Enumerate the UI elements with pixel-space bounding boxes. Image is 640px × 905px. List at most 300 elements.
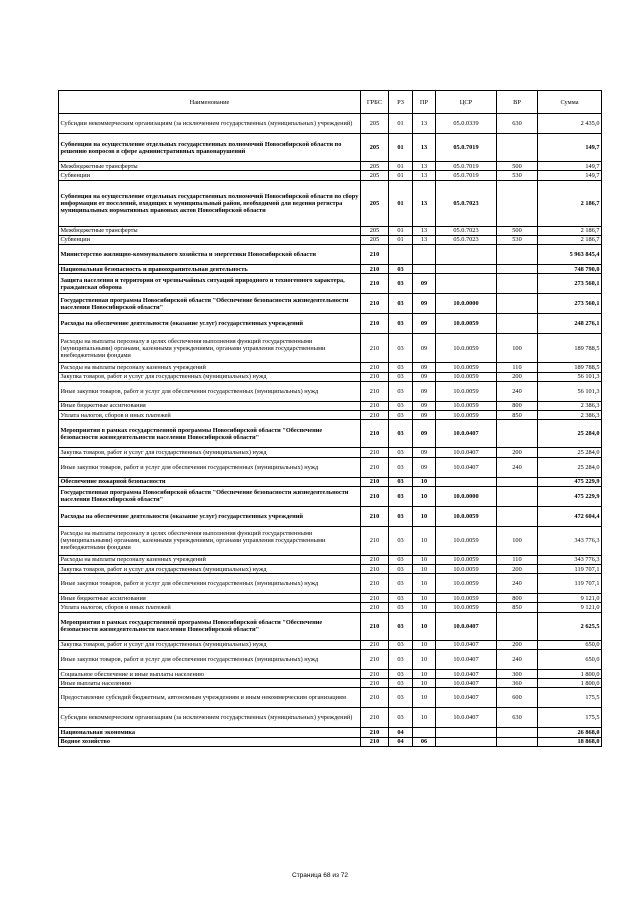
- table-row: [59, 401, 602, 410]
- cell-pr: 10: [413, 526, 436, 555]
- cell-grbs: 210: [361, 603, 389, 612]
- cell-pr: 09: [413, 334, 436, 363]
- cell-sum: 2 625,5: [538, 612, 602, 640]
- cell-sum: 273 560,1: [538, 274, 602, 294]
- cell-rz: 03: [389, 603, 413, 612]
- cell-sum: 189 788,5: [538, 334, 602, 363]
- cell-vr: [497, 612, 538, 640]
- header-name: Наименование: [59, 91, 361, 114]
- cell-grbs: 210: [361, 574, 389, 594]
- cell-grbs: 210: [361, 363, 389, 372]
- cell-sum: 175,5: [538, 708, 602, 728]
- cell-name: Расходы на выплаты персоналу в целях обеспечения выполнения функций государственными (муниципальными) органами, казенными учреждениями, органами управления государственными внебюджетными фондами: [59, 526, 361, 555]
- cell-grbs: 205: [361, 171, 389, 180]
- cell-vr: 100: [497, 334, 538, 363]
- cell-name: Иные закупки товаров, работ и услуг для обеспечения государственных (муниципальных) нужд: [59, 457, 361, 477]
- cell-name: Расходы на выплаты персоналу казенных учреждений: [59, 363, 361, 372]
- cell-grbs: 205: [361, 226, 389, 235]
- cell-csr: 10.0.0059: [436, 314, 497, 334]
- cell-csr: [436, 737, 497, 746]
- cell-rz: 03: [389, 411, 413, 420]
- cell-vr: [497, 486, 538, 506]
- cell-name: Иные закупки товаров, работ и услуг для обеспечения государственных (муниципальных) нужд: [59, 649, 361, 669]
- table-row: [59, 314, 602, 334]
- cell-rz: 01: [389, 134, 413, 162]
- table-row: [59, 679, 602, 688]
- cell-csr: 10.0.0059: [436, 574, 497, 594]
- cell-csr: 10.0.0407: [436, 669, 497, 678]
- cell-csr: 10.0.0407: [436, 640, 497, 649]
- cell-grbs: 210: [361, 381, 389, 401]
- cell-name: Субсидии некоммерческим организациям (за исключением государственных (муниципальных) учреждений): [59, 708, 361, 728]
- cell-name: Водное хозяйство: [59, 737, 361, 746]
- cell-grbs: 210: [361, 640, 389, 649]
- cell-sum: 1 800,0: [538, 669, 602, 678]
- cell-csr: 10.0.0059: [436, 565, 497, 574]
- cell-name: Государственная программа Новосибирской области "Обеспечение безопасности жизнедеятельности населения Новосибирской области": [59, 486, 361, 506]
- cell-sum: 475 229,9: [538, 477, 602, 486]
- cell-grbs: 210: [361, 334, 389, 363]
- cell-rz: 03: [389, 363, 413, 372]
- cell-rz: 03: [389, 669, 413, 678]
- cell-vr: 850: [497, 603, 538, 612]
- cell-csr: [436, 728, 497, 737]
- cell-csr: 05.0.7023: [436, 180, 497, 226]
- table-row: [59, 603, 602, 612]
- cell-csr: 10.0.0407: [436, 708, 497, 728]
- table-row: [59, 669, 602, 678]
- cell-pr: [413, 728, 436, 737]
- cell-vr: [497, 245, 538, 265]
- cell-name: Мероприятия в рамках государственной программы Новосибирской области "Обеспечение безопасности жизнедеятельности населения Новосибирской области": [59, 420, 361, 448]
- cell-csr: 05.0.7019: [436, 171, 497, 180]
- cell-csr: 05.0.7023: [436, 226, 497, 235]
- cell-csr: [436, 265, 497, 274]
- cell-pr: [413, 265, 436, 274]
- cell-csr: 10.0.0407: [436, 649, 497, 669]
- cell-name: Уплата налогов, сборов и иных платежей: [59, 411, 361, 420]
- cell-csr: 10.0.0407: [436, 612, 497, 640]
- table-body: [59, 114, 602, 747]
- cell-sum: 475 229,9: [538, 486, 602, 506]
- cell-pr: 13: [413, 134, 436, 162]
- cell-sum: 56 101,3: [538, 381, 602, 401]
- cell-name: Уплата налогов, сборов и иных платежей: [59, 603, 361, 612]
- cell-rz: 03: [389, 448, 413, 457]
- cell-rz: 03: [389, 612, 413, 640]
- cell-rz: 03: [389, 477, 413, 486]
- cell-pr: 13: [413, 226, 436, 235]
- table-row: [59, 640, 602, 649]
- cell-sum: 2 386,3: [538, 411, 602, 420]
- cell-pr: 10: [413, 708, 436, 728]
- table-row: [59, 334, 602, 363]
- cell-grbs: 210: [361, 372, 389, 381]
- table-row: [59, 728, 602, 737]
- cell-pr: 10: [413, 649, 436, 669]
- table-row: [59, 162, 602, 171]
- cell-sum: 5 963 845,4: [538, 245, 602, 265]
- cell-rz: 03: [389, 294, 413, 314]
- cell-pr: 13: [413, 180, 436, 226]
- cell-vr: 800: [497, 401, 538, 410]
- cell-grbs: 210: [361, 477, 389, 486]
- cell-pr: 09: [413, 294, 436, 314]
- cell-vr: [497, 134, 538, 162]
- cell-name: Министерство жилищно-коммунального хозяйства и энергетики Новосибирской области: [59, 245, 361, 265]
- cell-sum: 9 121,0: [538, 603, 602, 612]
- cell-grbs: 210: [361, 708, 389, 728]
- cell-rz: 03: [389, 594, 413, 603]
- cell-name: Мероприятия в рамках государственной программы Новосибирской области "Обеспечение безопасности жизнедеятельности населения Новосибирской области": [59, 612, 361, 640]
- cell-name: Расходы на обеспечение деятельности (оказание услуг) государственных учреждений: [59, 314, 361, 334]
- cell-rz: 03: [389, 314, 413, 334]
- cell-csr: [436, 477, 497, 486]
- cell-grbs: 210: [361, 448, 389, 457]
- cell-name: Обеспечение пожарной безопасности: [59, 477, 361, 486]
- cell-rz: 01: [389, 162, 413, 171]
- cell-sum: 25 284,0: [538, 457, 602, 477]
- cell-vr: 110: [497, 555, 538, 564]
- cell-vr: 360: [497, 679, 538, 688]
- cell-vr: [497, 180, 538, 226]
- cell-sum: 343 776,3: [538, 555, 602, 564]
- cell-vr: 110: [497, 363, 538, 372]
- cell-name: Расходы на выплаты персоналу в целях обеспечения выполнения функций государственными (муниципальными) органами, казенными учреждениями, органами управления государственными внебюджетными фондами: [59, 334, 361, 363]
- header-pr: ПР: [413, 91, 436, 114]
- cell-grbs: 210: [361, 565, 389, 574]
- cell-csr: 10.0.0407: [436, 448, 497, 457]
- table-row: [59, 506, 602, 526]
- cell-grbs: 210: [361, 411, 389, 420]
- cell-vr: 850: [497, 411, 538, 420]
- table-row: [59, 708, 602, 728]
- cell-grbs: 210: [361, 506, 389, 526]
- cell-pr: 10: [413, 688, 436, 708]
- table-row: [59, 565, 602, 574]
- table-row: [59, 688, 602, 708]
- cell-grbs: 210: [361, 274, 389, 294]
- cell-csr: 10.0.0407: [436, 679, 497, 688]
- header-rz: РЗ: [389, 91, 413, 114]
- table-row: [59, 477, 602, 486]
- table-row: [59, 180, 602, 226]
- cell-sum: 273 560,1: [538, 294, 602, 314]
- cell-vr: 200: [497, 565, 538, 574]
- cell-rz: 01: [389, 180, 413, 226]
- table-row: [59, 294, 602, 314]
- cell-grbs: 205: [361, 235, 389, 244]
- cell-rz: 03: [389, 679, 413, 688]
- cell-rz: 04: [389, 737, 413, 746]
- cell-sum: 26 868,0: [538, 728, 602, 737]
- table-row: [59, 612, 602, 640]
- cell-vr: 500: [497, 226, 538, 235]
- table-row: [59, 274, 602, 294]
- cell-name: Национальная экономика: [59, 728, 361, 737]
- cell-rz: 01: [389, 114, 413, 134]
- cell-csr: 10.0.0059: [436, 372, 497, 381]
- cell-rz: 03: [389, 555, 413, 564]
- cell-rz: 03: [389, 486, 413, 506]
- cell-name: Государственная программа Новосибирской области "Обеспечение безопасности жизнедеятельности населения Новосибирской области": [59, 294, 361, 314]
- cell-vr: 200: [497, 640, 538, 649]
- cell-grbs: 210: [361, 555, 389, 564]
- cell-grbs: 210: [361, 688, 389, 708]
- table-row: [59, 420, 602, 448]
- cell-pr: 13: [413, 171, 436, 180]
- cell-pr: 09: [413, 314, 436, 334]
- cell-csr: 10.0.0059: [436, 555, 497, 564]
- table-row: [59, 381, 602, 401]
- cell-csr: 10.0.0059: [436, 603, 497, 612]
- cell-sum: 149,7: [538, 162, 602, 171]
- cell-grbs: 210: [361, 594, 389, 603]
- table-row: [59, 245, 602, 265]
- cell-rz: 03: [389, 381, 413, 401]
- cell-grbs: 210: [361, 420, 389, 448]
- cell-vr: 240: [497, 574, 538, 594]
- cell-sum: 119 707,1: [538, 574, 602, 594]
- cell-rz: 03: [389, 274, 413, 294]
- cell-vr: 200: [497, 448, 538, 457]
- cell-vr: [497, 265, 538, 274]
- cell-rz: 03: [389, 506, 413, 526]
- cell-rz: 03: [389, 708, 413, 728]
- table-row: [59, 486, 602, 506]
- cell-sum: 343 776,3: [538, 526, 602, 555]
- cell-csr: 10.0.0000: [436, 486, 497, 506]
- cell-csr: 10.0.0407: [436, 688, 497, 708]
- cell-pr: 10: [413, 574, 436, 594]
- cell-name: Иные закупки товаров, работ и услуг для обеспечения государственных (муниципальных) нужд: [59, 574, 361, 594]
- cell-rz: [389, 245, 413, 265]
- cell-pr: 10: [413, 603, 436, 612]
- cell-sum: 1 800,0: [538, 679, 602, 688]
- cell-vr: [497, 506, 538, 526]
- cell-vr: 530: [497, 171, 538, 180]
- cell-csr: 10.0.0059: [436, 401, 497, 410]
- table-row: [59, 574, 602, 594]
- cell-pr: 06: [413, 737, 436, 746]
- cell-pr: 10: [413, 565, 436, 574]
- cell-rz: 04: [389, 728, 413, 737]
- cell-name: Иные бюджетные ассигнования: [59, 594, 361, 603]
- cell-csr: 05.0.7019: [436, 134, 497, 162]
- cell-rz: 01: [389, 226, 413, 235]
- cell-name: Субвенция на осуществление отдельных государственных полномочий Новосибирской области по сбору информации от поселений, входящих в муниципальный район, необходимой для ведения регистра муниципальных нормативных правовых актов Новосибирской области: [59, 180, 361, 226]
- table-row: [59, 235, 602, 244]
- cell-grbs: 210: [361, 669, 389, 678]
- header-vr: ВР: [497, 91, 538, 114]
- table-row: [59, 649, 602, 669]
- cell-vr: [497, 274, 538, 294]
- table-row: [59, 737, 602, 746]
- cell-sum: 2 435,0: [538, 114, 602, 134]
- cell-pr: 09: [413, 381, 436, 401]
- cell-grbs: 210: [361, 314, 389, 334]
- page-number: Страница 68 из 72: [292, 872, 348, 879]
- cell-name: Межбюджетные трансферты: [59, 226, 361, 235]
- cell-csr: 10.0.0059: [436, 594, 497, 603]
- table-row: [59, 134, 602, 162]
- cell-pr: 13: [413, 235, 436, 244]
- cell-pr: 10: [413, 669, 436, 678]
- cell-grbs: 210: [361, 679, 389, 688]
- cell-grbs: 210: [361, 649, 389, 669]
- cell-rz: 03: [389, 565, 413, 574]
- cell-pr: 10: [413, 486, 436, 506]
- cell-grbs: 205: [361, 162, 389, 171]
- cell-vr: 200: [497, 372, 538, 381]
- cell-name: Субвенции: [59, 171, 361, 180]
- cell-csr: 10.0.0059: [436, 506, 497, 526]
- cell-grbs: 210: [361, 737, 389, 746]
- header-csr: ЦСР: [436, 91, 497, 114]
- table-row: [59, 171, 602, 180]
- table-row: [59, 363, 602, 372]
- cell-sum: 2 186,7: [538, 226, 602, 235]
- cell-name: Национальная безопасность и правоохранительная деятельность: [59, 265, 361, 274]
- cell-pr: 09: [413, 420, 436, 448]
- cell-vr: [497, 420, 538, 448]
- cell-grbs: 210: [361, 245, 389, 265]
- header-grbs: ГРБС: [361, 91, 389, 114]
- cell-pr: [413, 245, 436, 265]
- cell-sum: 175,5: [538, 688, 602, 708]
- cell-csr: 05.0.0339: [436, 114, 497, 134]
- cell-csr: 10.0.0000: [436, 294, 497, 314]
- cell-csr: 05.0.7019: [436, 162, 497, 171]
- cell-vr: 240: [497, 381, 538, 401]
- cell-pr: 09: [413, 401, 436, 410]
- table-row: [59, 555, 602, 564]
- cell-name: Закупка товаров, работ и услуг для государственных (муниципальных) нужд: [59, 448, 361, 457]
- cell-name: Иные бюджетные ассигнования: [59, 401, 361, 410]
- cell-name: Расходы на выплаты персоналу казенных учреждений: [59, 555, 361, 564]
- cell-csr: 10.0.0059: [436, 363, 497, 372]
- cell-pr: 10: [413, 555, 436, 564]
- cell-grbs: 210: [361, 401, 389, 410]
- cell-sum: 650,0: [538, 649, 602, 669]
- cell-rz: 01: [389, 171, 413, 180]
- cell-pr: 09: [413, 274, 436, 294]
- cell-vr: [497, 294, 538, 314]
- cell-csr: 10.0.0059: [436, 526, 497, 555]
- cell-rz: 03: [389, 334, 413, 363]
- cell-csr: 10.0.0059: [436, 334, 497, 363]
- budget-table: [58, 90, 602, 747]
- cell-name: Межбюджетные трансферты: [59, 162, 361, 171]
- cell-vr: 240: [497, 457, 538, 477]
- cell-sum: 149,7: [538, 171, 602, 180]
- cell-rz: 03: [389, 457, 413, 477]
- cell-grbs: 210: [361, 265, 389, 274]
- cell-pr: 09: [413, 411, 436, 420]
- cell-name: Субвенции на осуществление отдельных государственных полномочий Новосибирской области по решению вопросов в сфере административных правонарушений: [59, 134, 361, 162]
- cell-csr: [436, 245, 497, 265]
- cell-name: Субвенции: [59, 235, 361, 244]
- cell-rz: 03: [389, 640, 413, 649]
- cell-name: Закупка товаров, работ и услуг для государственных (муниципальных) нужд: [59, 372, 361, 381]
- cell-pr: 09: [413, 372, 436, 381]
- cell-rz: 03: [389, 420, 413, 448]
- cell-vr: 800: [497, 594, 538, 603]
- cell-vr: 100: [497, 526, 538, 555]
- cell-grbs: 210: [361, 526, 389, 555]
- cell-sum: 119 707,1: [538, 565, 602, 574]
- cell-pr: 10: [413, 477, 436, 486]
- table-row: [59, 457, 602, 477]
- cell-rz: 03: [389, 401, 413, 410]
- cell-vr: [497, 314, 538, 334]
- cell-csr: 10.0.0059: [436, 381, 497, 401]
- cell-csr: [436, 274, 497, 294]
- cell-vr: 530: [497, 235, 538, 244]
- cell-rz: 01: [389, 235, 413, 244]
- cell-csr: 10.0.0407: [436, 420, 497, 448]
- cell-name: Закупка товаров, работ и услуг для государственных (муниципальных) нужд: [59, 640, 361, 649]
- cell-vr: [497, 728, 538, 737]
- cell-pr: 10: [413, 594, 436, 603]
- table-row: [59, 265, 602, 274]
- cell-sum: 748 790,0: [538, 265, 602, 274]
- cell-csr: 05.0.7023: [436, 235, 497, 244]
- cell-sum: 472 604,4: [538, 506, 602, 526]
- cell-name: Закупка товаров, работ и услуг для государственных (муниципальных) нужд: [59, 565, 361, 574]
- cell-sum: 2 186,7: [538, 235, 602, 244]
- cell-name: Социальное обеспечение и иные выплаты населению: [59, 669, 361, 678]
- table-row: [59, 226, 602, 235]
- cell-sum: 650,0: [538, 640, 602, 649]
- cell-name: Защита населения и территории от чрезвычайных ситуаций природного и техногенного характера, гражданская оборона: [59, 274, 361, 294]
- cell-vr: 600: [497, 688, 538, 708]
- cell-vr: 240: [497, 649, 538, 669]
- cell-sum: 248 276,1: [538, 314, 602, 334]
- cell-vr: 500: [497, 162, 538, 171]
- cell-name: Предоставление субсидий бюджетным, автономным учреждениям и иным некоммерческим организациям: [59, 688, 361, 708]
- table-row: [59, 411, 602, 420]
- cell-sum: 18 868,0: [538, 737, 602, 746]
- table-row: [59, 372, 602, 381]
- cell-rz: 03: [389, 574, 413, 594]
- cell-sum: 149,7: [538, 134, 602, 162]
- cell-pr: 10: [413, 506, 436, 526]
- cell-pr: 09: [413, 457, 436, 477]
- cell-pr: 10: [413, 612, 436, 640]
- cell-sum: 56 101,3: [538, 372, 602, 381]
- cell-rz: 03: [389, 526, 413, 555]
- cell-sum: 25 284,0: [538, 420, 602, 448]
- cell-name: Иные закупки товаров, работ и услуг для обеспечения государственных (муниципальных) нужд: [59, 381, 361, 401]
- cell-sum: 2 186,7: [538, 180, 602, 226]
- cell-grbs: 210: [361, 457, 389, 477]
- cell-rz: 03: [389, 265, 413, 274]
- table-row: [59, 526, 602, 555]
- cell-vr: 300: [497, 669, 538, 678]
- table-header-row: [59, 91, 602, 114]
- cell-grbs: 210: [361, 294, 389, 314]
- cell-name: Субсидии некоммерческим организациям (за исключением государственных (муниципальных) учреждений): [59, 114, 361, 134]
- cell-grbs: 205: [361, 114, 389, 134]
- cell-grbs: 210: [361, 612, 389, 640]
- cell-vr: [497, 477, 538, 486]
- cell-rz: 03: [389, 688, 413, 708]
- cell-csr: 10.0.0407: [436, 457, 497, 477]
- cell-name: Расходы на обеспечение деятельности (оказание услуг) государственных учреждений: [59, 506, 361, 526]
- cell-pr: 10: [413, 640, 436, 649]
- cell-rz: 03: [389, 372, 413, 381]
